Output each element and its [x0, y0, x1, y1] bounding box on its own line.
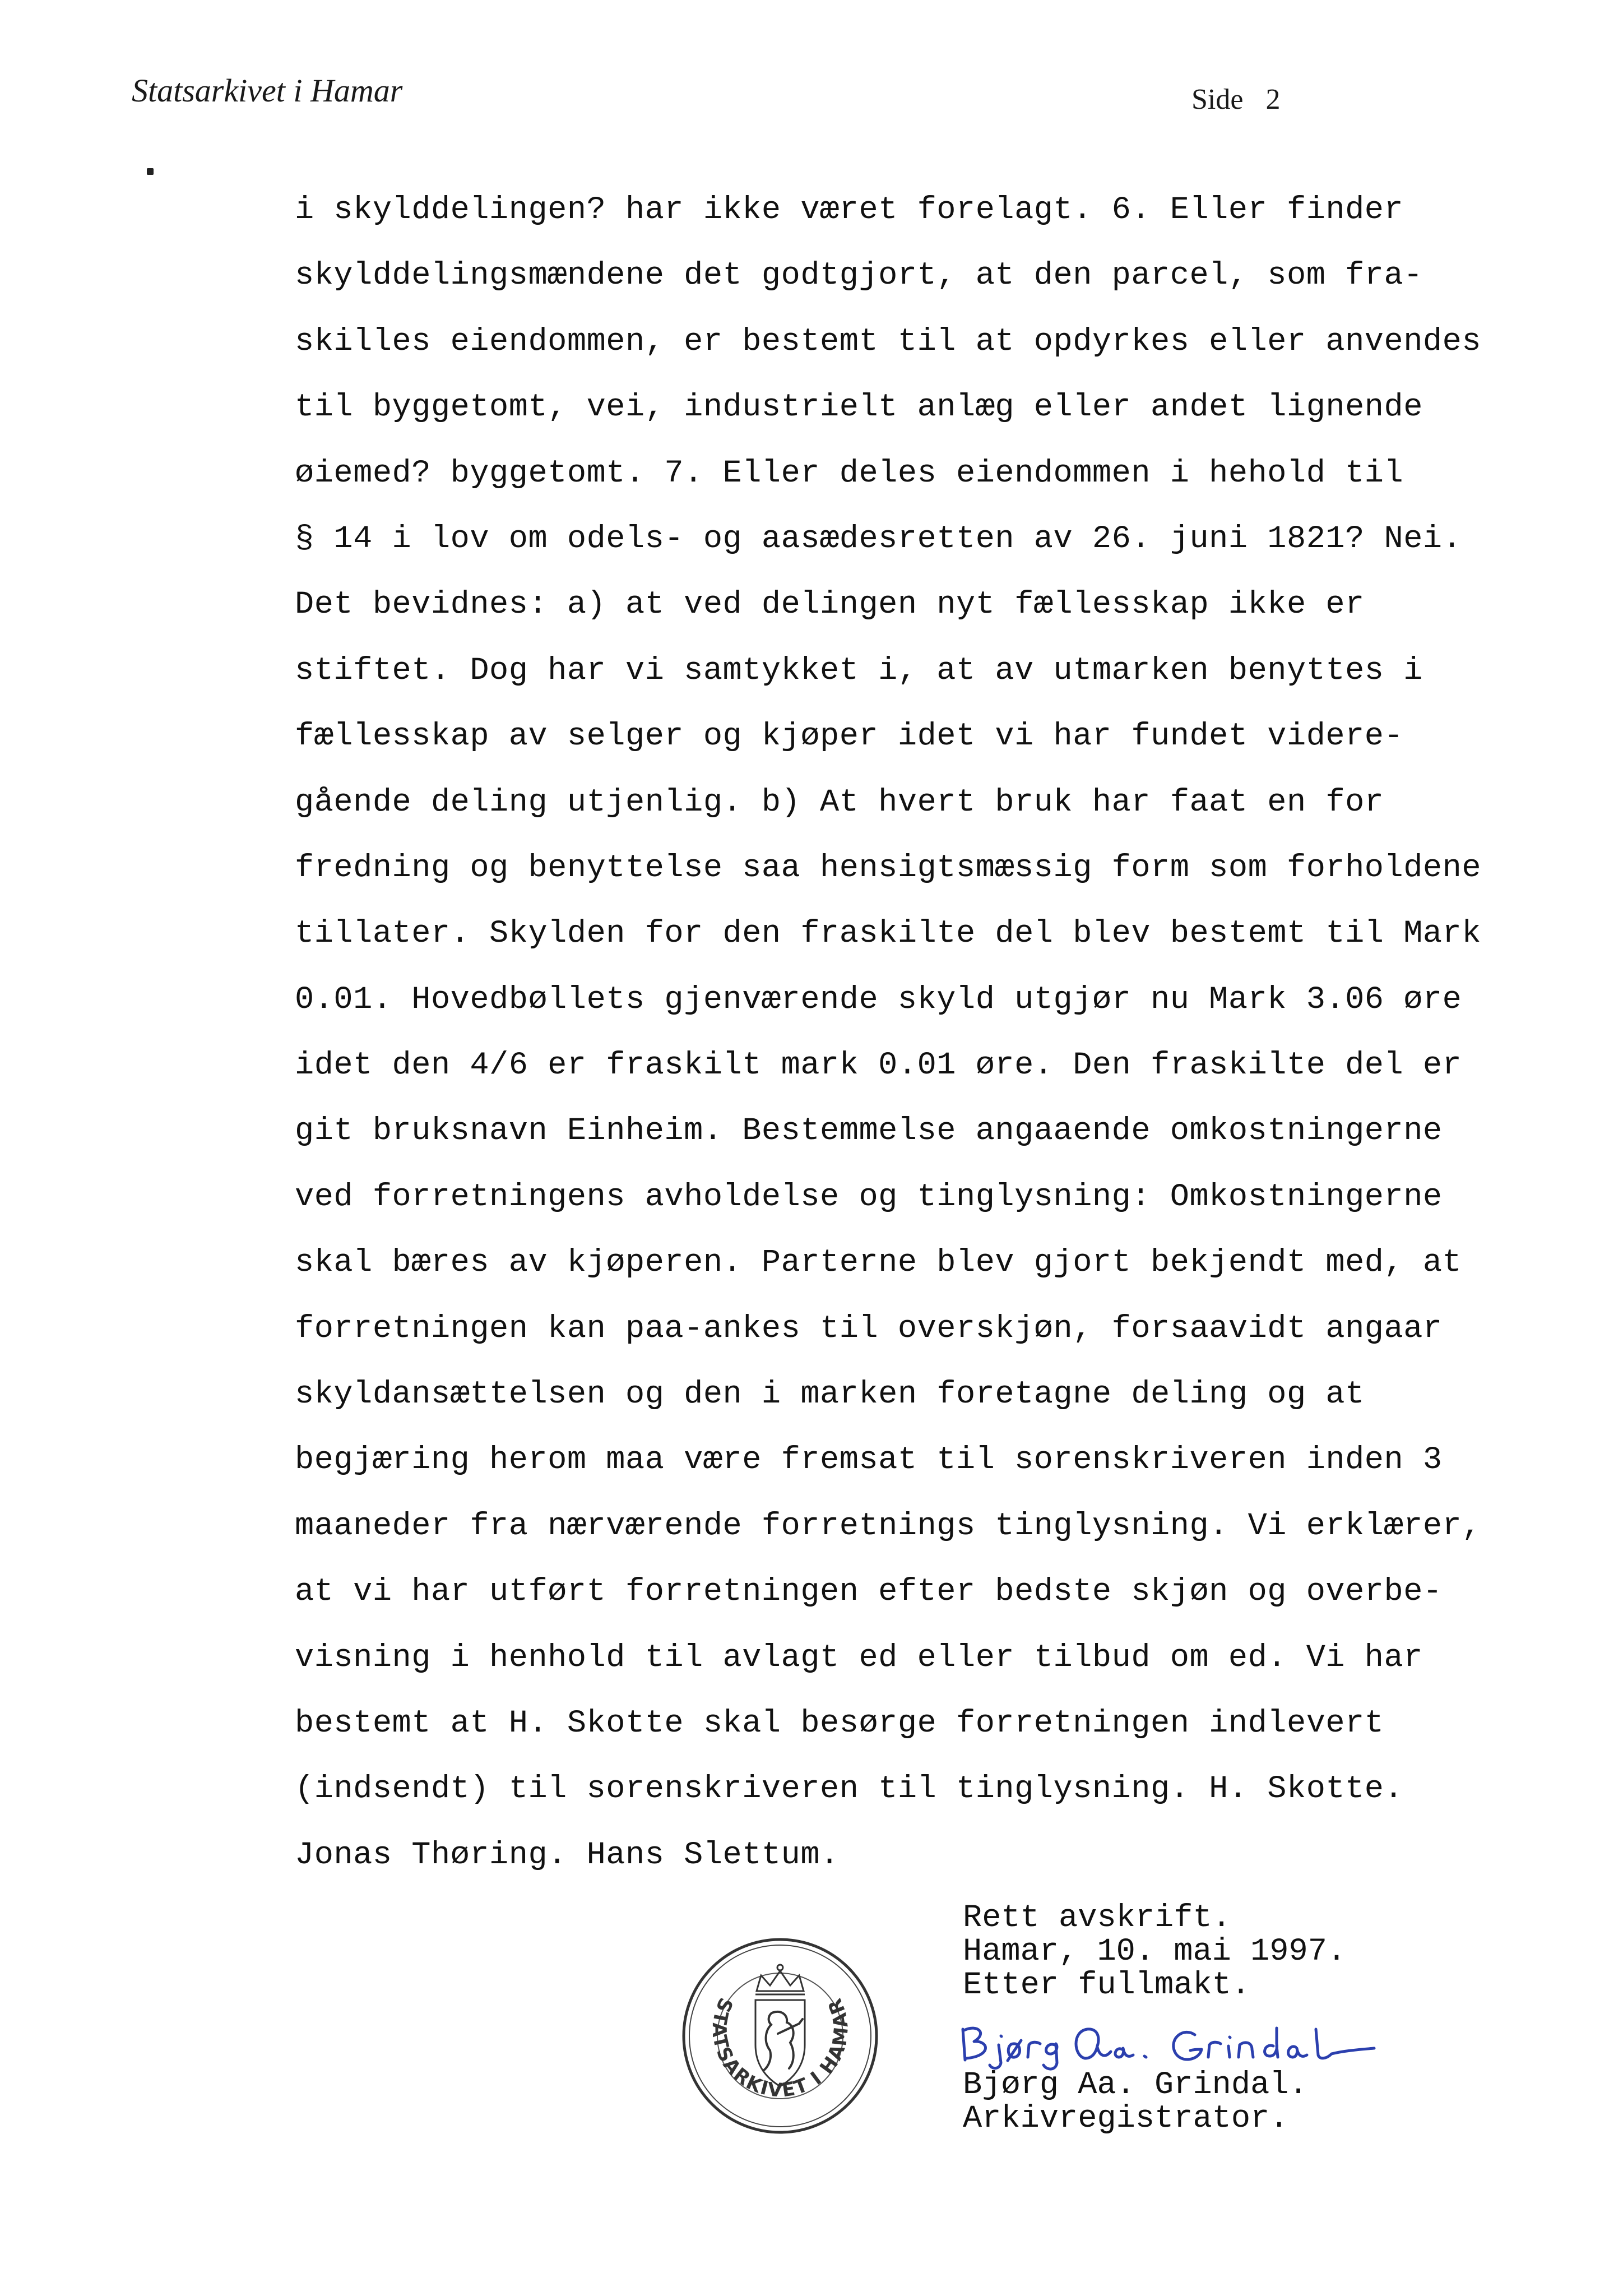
page-number: 2 — [1265, 84, 1281, 115]
body-line: skilles eiendommen, er bestemt til at opdyrkes eller anvendes — [295, 323, 1482, 360]
body-line: skal bæres av kjøperen. Parterne blev gjort bekjendt med, at — [295, 1245, 1462, 1281]
certification-line: Rett avskrift. — [963, 1900, 1231, 1936]
body-text — [295, 186, 1517, 1897]
body-line: fællesskap av selger og kjøper idet vi har fundet videre- — [295, 719, 1404, 755]
body-line: bestemt at H. Skotte skal besørge forretningen indlevert — [295, 1705, 1384, 1742]
body-line: maaneder fra nærværende forretnings tinglysning. Vi erklærer, — [295, 1508, 1482, 1544]
signatory-name: Bjørg Aa. Grindal. — [963, 2067, 1308, 2103]
body-line: stiftet. Dog har vi samtykket i, at av utmarken benyttes i — [295, 652, 1423, 689]
margin-mark — [147, 168, 154, 175]
body-line: 0.01. Hovedbøllets gjenværende skyld utgjør nu Mark 3.06 øre — [295, 982, 1462, 1018]
body-line: ved forretningens avholdelse og tinglysning: Omkostningerne — [295, 1179, 1443, 1215]
body-line: Jonas Thøring. Hans Slettum. — [295, 1837, 840, 1873]
body-line: § 14 i lov om odels- og aasædesretten av 26. juni 1821? Nei. — [295, 521, 1462, 557]
page-label: Side — [1191, 84, 1244, 115]
body-line: visning i henhold til avlagt ed eller tilbud om ed. Vi har — [295, 1640, 1423, 1676]
body-line: Det bevidnes: a) at ved delingen nyt fællesskap ikke er — [295, 587, 1365, 623]
body-line: begjæring herom maa være fremsat til sorenskriveren inden 3 — [295, 1442, 1443, 1479]
body-line: forretningen kan paa-ankes til overskjøn, forsaavidt angaar — [295, 1311, 1443, 1347]
body-line: git bruksnavn Einheim. Bestemmelse angaaende omkostningerne — [295, 1113, 1443, 1150]
signatory-title: Arkivregistrator. — [963, 2101, 1289, 2137]
body-line: idet den 4/6 er fraskilt mark 0.01 øre. Den fraskilte del er — [295, 1048, 1462, 1084]
body-line: skylddelingsmændene det godtgjort, at den parcel, som fra- — [295, 258, 1423, 294]
archive-seal-stamp — [679, 1935, 881, 2137]
svg-text:STATSARKIVET I HAMAR: STATSARKIVET I HAMAR — [707, 1994, 854, 2102]
archive-name-header: Statsarkivet i Hamar — [132, 72, 403, 109]
certification-line: Etter fullmakt. — [963, 1968, 1251, 2003]
body-line: i skylddelingen? har ikke været forelagt. 6. Eller finder — [295, 192, 1404, 228]
body-line: til byggetomt, vei, industrielt anlæg eller andet lignende — [295, 390, 1423, 426]
body-line: gående deling utjenlig. b) At hvert bruk har faat en for — [295, 784, 1384, 821]
body-line: at vi har utført forretningen efter bedste skjøn og overbe- — [295, 1574, 1443, 1610]
signatory-block — [963, 2068, 1308, 2136]
body-line: øiemed? byggetomt. 7. Eller deles eiendommen i hehold til — [295, 455, 1404, 492]
handwritten-signature — [953, 2007, 1379, 2074]
body-line: skyldansættelsen og den i marken foretagne deling og at — [295, 1377, 1365, 1413]
page-indicator — [1191, 83, 1280, 116]
body-line: tillater. Skylden for den fraskilte del blev bestemt til Mark — [295, 916, 1482, 952]
body-line: (indsendt) til sorenskriveren til tinglysning. H. Skotte. — [295, 1771, 1404, 1808]
certification-block — [963, 1901, 1346, 2002]
certification-line: Hamar, 10. mai 1997. — [963, 1934, 1347, 1970]
body-line: fredning og benyttelse saa hensigtsmæssig form som forholdene — [295, 850, 1482, 886]
